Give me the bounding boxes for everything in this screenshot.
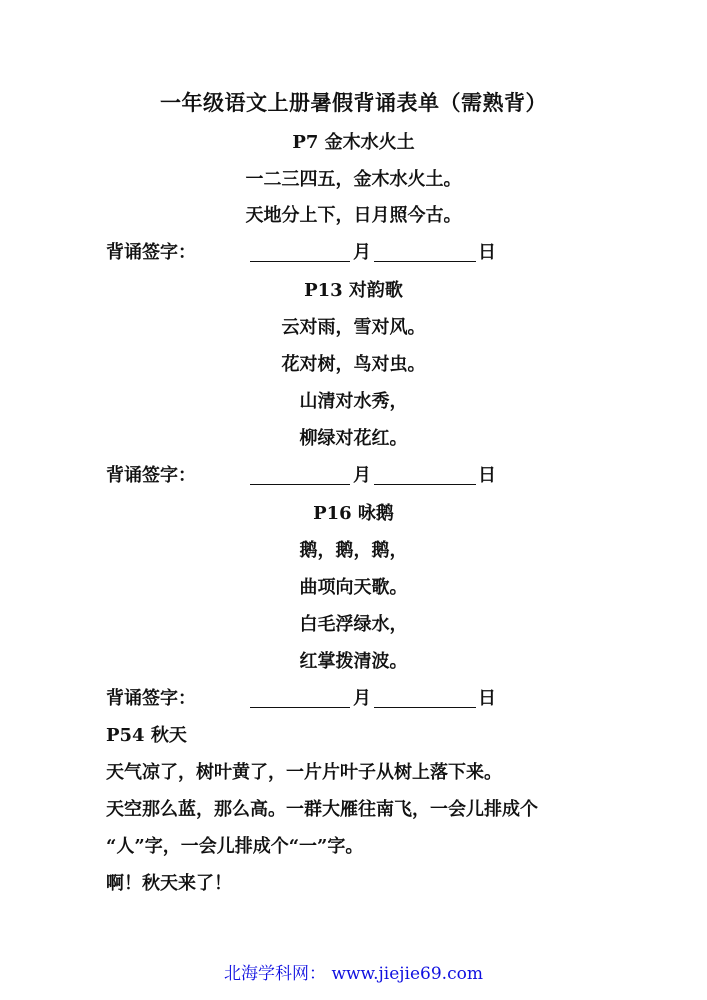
poem-line: 柳绿对花红。 [299,428,408,449]
poem-line: 花对树，鸟对虫。 [281,354,426,375]
day-blank [374,707,476,708]
day-label: 日 [478,688,496,709]
day-label: 日 [478,242,496,263]
prose-line: 啊！秋天来了！ [106,873,232,894]
section-heading: P13 对韵歌 [304,280,403,301]
month-blank [250,484,350,485]
signature-label: 背诵签字： [106,465,196,486]
poem-line: 鹅，鹅，鹅， [299,540,408,561]
prose-line: 天气凉了，树叶黄了，一片片叶子从树上落下来。 [106,762,502,783]
day-blank [374,484,476,485]
poem-line: 曲项向天歌。 [299,577,408,598]
day-label: 日 [478,465,496,486]
footer-watermark: 北海学科网： www.jiejie69.com [224,964,483,984]
section-heading: P54 秋天 [106,725,187,746]
month-label: 月 [353,465,371,486]
poem-line: 红掌拨清波。 [299,651,408,672]
signature-label: 背诵签字： [106,688,196,709]
signature-label: 背诵签字： [106,242,196,263]
poem-line: 天地分上下，日月照今古。 [245,205,462,226]
month-label: 月 [353,242,371,263]
prose-line: 天空那么蓝，那么高。一群大雁往南飞，一会儿排成个 [106,799,538,820]
day-blank [374,261,476,262]
poem-line: 白毛浮绿水， [299,614,408,635]
section-heading: P7 金木水火土 [292,132,415,153]
poem-line: 云对雨，雪对风。 [281,317,426,338]
month-blank [250,707,350,708]
page-title: 一年级语文上册暑假背诵表单（需熟背） [160,90,547,115]
poem-line: 山清对水秀， [299,391,408,412]
month-blank [250,261,350,262]
poem-line: 一二三四五，金木水火土。 [245,169,462,190]
month-label: 月 [353,688,371,709]
section-heading: P16 咏鹅 [313,503,394,524]
prose-line: “人”字，一会儿排成个“一”字。 [106,836,364,857]
